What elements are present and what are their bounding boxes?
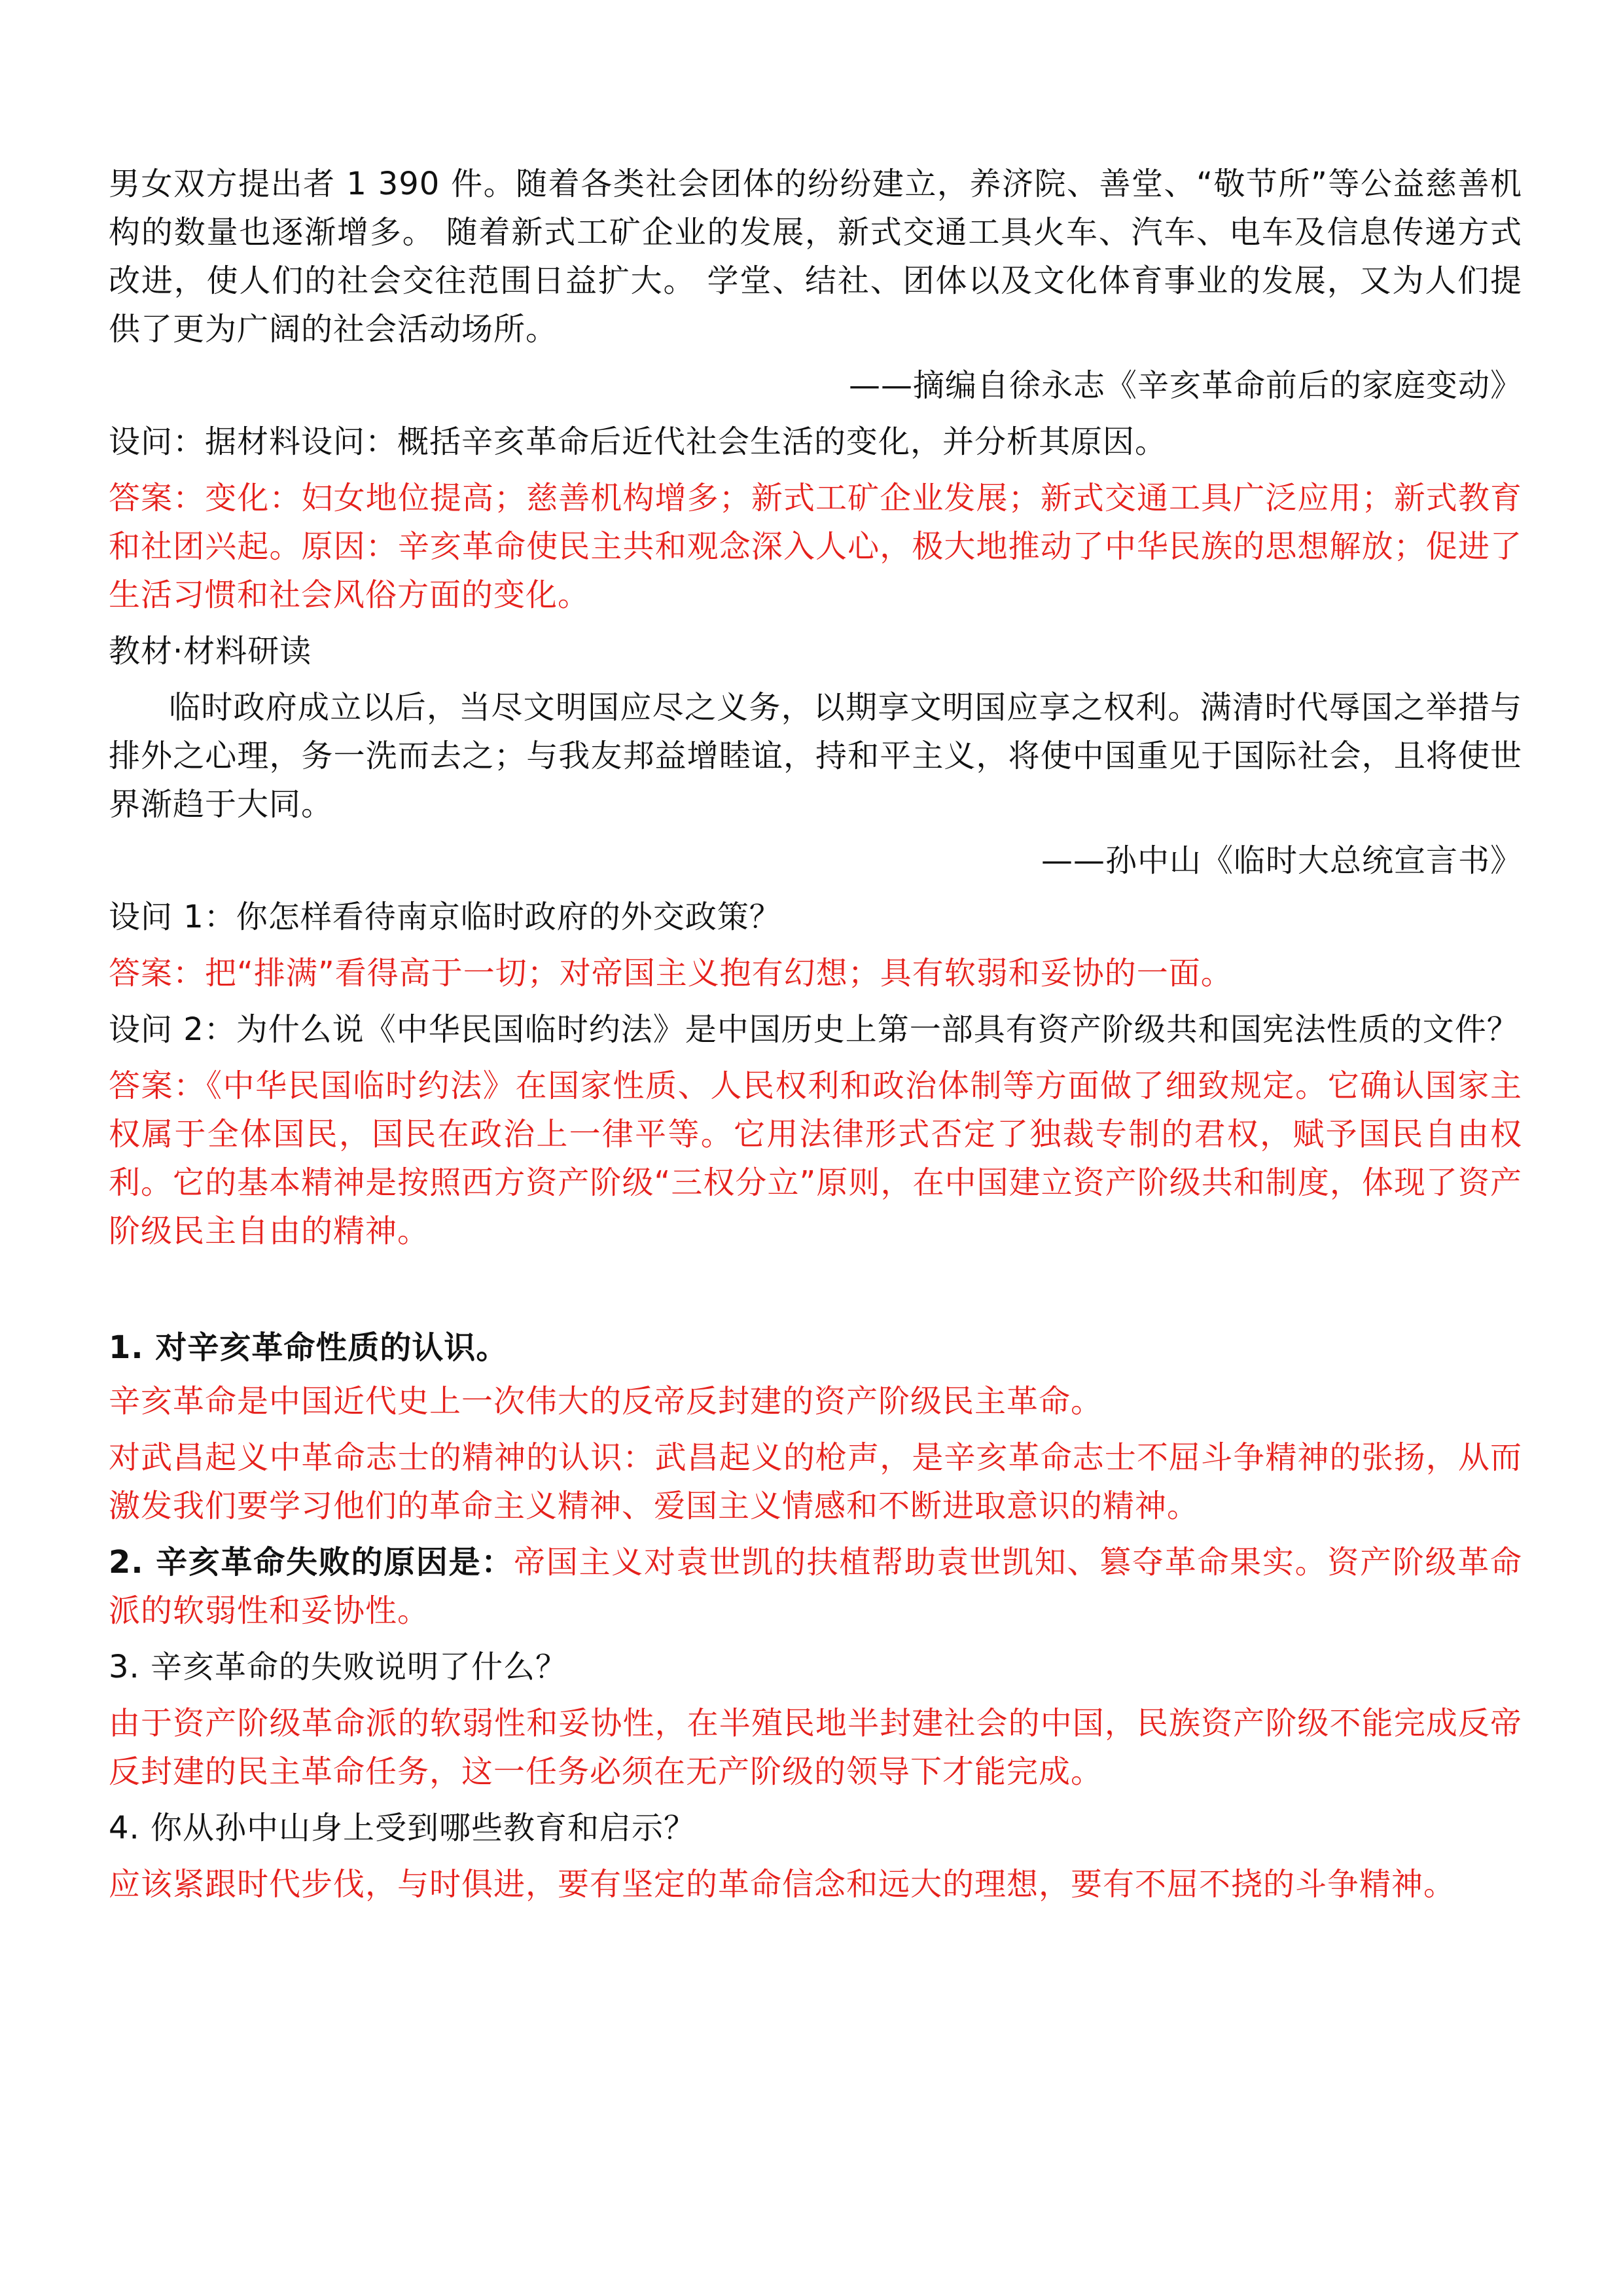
- section-gap: [109, 1263, 1522, 1323]
- document-page: [109, 160, 1522, 1916]
- summary-item4-title: 4. 你从孙中山身上受到哪些教育和启示？: [109, 1810, 696, 1846]
- summary-item3-title: 3. 辛亥革命的失败说明了什么？: [109, 1649, 568, 1685]
- material2-question1: 设问 1：你怎样看待南京临时政府的外交政策？: [109, 899, 781, 935]
- material1-answer: 答案：变化：妇女地位提高；慈善机构增多；新式工矿企业发展；新式交通工具广泛应用；新式教育和社团兴起。原因：辛亥革命使民主共和观念深入人心，极大地推动了中华民族的思想解放；促进了生活习惯和社会风俗方面的变化。: [109, 480, 1522, 613]
- material2-source: ——孙中山《临时大总统宣言书》: [1041, 842, 1522, 879]
- material1-paragraph: 男女双方提出者 1 390 件。随着各类社会团体的纷纷建立，养济院、善堂、“敬节所”等公益慈善机构的数量也逐渐增多。 随着新式工矿企业的发展，新式交通工具火车、汽车、电车及信息传递方式改进，使人们的社会交往范围日益扩大。 学堂、结社、团体以及文化体育事业的发展，又为人们提供了更为广阔的社会活动场所。: [109, 166, 1522, 348]
- summary-item1-extra: 对武昌起义中革命志士的精神的认识：武昌起义的枪声，是辛亥革命志士不屈斗争精神的张扬，从而激发我们要学习他们的革命主义精神、爱国主义情感和不断进取意识的精神。: [109, 1439, 1522, 1524]
- material2-question2: 设问 2：为什么说《中华民国临时约法》是中国历史上第一部具有资产阶级共和国宪法性质的文件？: [109, 1011, 1519, 1048]
- summary-item2-title: 2. 辛亥革命失败的原因是：: [109, 1544, 514, 1581]
- material1-source: ——摘编自徐永志《辛亥革命前后的家庭变动》: [848, 367, 1522, 404]
- summary-item4-answer: 应该紧跟时代步伐，与时俱进，要有坚定的革命信念和远大的理想，要有不屈不挠的斗争精神。: [109, 1866, 1456, 1903]
- summary-item1-answer: 辛亥革命是中国近代史上一次伟大的反帝反封建的资产阶级民主革命。: [109, 1383, 1103, 1420]
- material2-answer2: 答案：《中华民国临时约法》在国家性质、人民权利和政治体制等方面做了细致规定。它确认国家主权属于全体国民，国民在政治上一律平等。它用法律形式否定了独裁专制的君权，赋予国民自由权利。它的基本精神是按照西方资产阶级“三权分立”原则，在中国建立资产阶级共和制度，体现了资产阶级民主自由的精神。: [109, 1067, 1522, 1249]
- summary-item1-title: 1. 对辛亥革命性质的认识。: [109, 1329, 508, 1366]
- material2-answer1: 答案：把“排满”看得高于一切；对帝国主义抱有幻想；具有软弱和妥协的一面。: [109, 955, 1233, 992]
- summary-item3-answer: 由于资产阶级革命派的软弱性和妥协性，在半殖民地半封建社会的中国，民族资产阶级不能完成反帝反封建的民主革命任务，这一任务必须在无产阶级的领导下才能完成。: [109, 1705, 1522, 1790]
- summary-item2-answer: 帝国主义对袁世凯的扶植帮助袁世凯知、篡夺革命果实。资产阶级革命派的软弱性和妥协性。: [109, 1544, 1522, 1629]
- material2-quote: 临时政府成立以后，当尽文明国应尽之义务，以期享文明国应享之权利。满清时代辱国之举措与排外之心理，务一洗而去之；与我友邦益增睦谊，持和平主义，将使中国重见于国际社会，且将使世界渐趋于大同。: [109, 689, 1522, 823]
- summary-item2: [109, 1538, 1522, 1635]
- section-label: 教材·材料研读: [109, 633, 312, 670]
- material1-question: 设问：据材料设问：概括辛亥革命后近代社会生活的变化，并分析其原因。: [109, 423, 1168, 460]
